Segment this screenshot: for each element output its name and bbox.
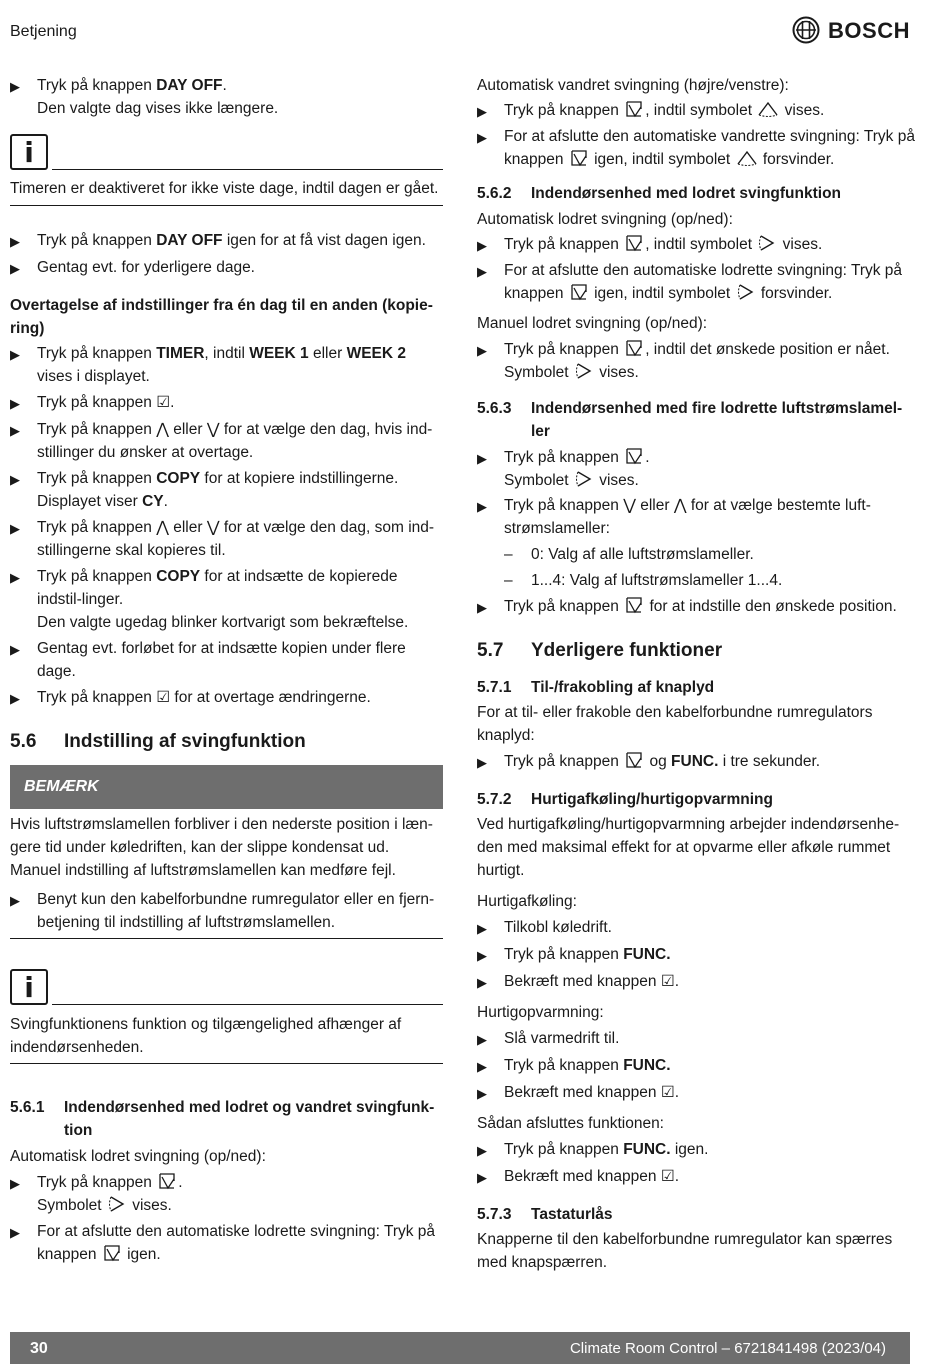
arrow-bullet-icon: ▶ [477, 1143, 487, 1158]
list-item: ▶ Tryk på knappen DAY OFF igen for at få vist dagen igen. [10, 229, 443, 253]
arrow-bullet-icon: ▶ [477, 1059, 487, 1074]
vertical-swing-symbol-icon [736, 282, 756, 302]
info-text: Svingfunktionens funktion og tilgængelighed afhænger af indendørsenheden. [10, 1016, 402, 1056]
section-heading-5-6-1: 5.6.1 Indendørsenhed med lodret og vandret svingfunk-tion [10, 1099, 435, 1139]
list-item: ▶ Tryk på knappen . Symbolet vises. [477, 446, 917, 492]
section-heading-5-7-1: 5.7.1 Til-/frakobling af knaplyd [477, 679, 715, 696]
checkbox-icon: ☑ [660, 973, 675, 990]
right-column [477, 74, 917, 1274]
paragraph: Ved hurtigafkøling/hurtigopvarmning arbejder indendørsenhe-den med maksimal effekt for at opvarme eller afkøle rummet hurtigt. [477, 816, 900, 879]
arrow-bullet-icon: ▶ [477, 975, 487, 990]
arrow-bullet-icon: ▶ [10, 521, 20, 536]
section-heading-5-7-2: 5.7.2 Hurtigafkøling/hurtigopvarmning [477, 791, 773, 808]
horizontal-swing-symbol-icon [757, 99, 779, 119]
up-chevron-icon: ⋀ [156, 519, 169, 536]
list-item: ▶ For at afslutte den automatiske vandrette svingning: Tryk på knappen igen, indtil symbolet forsvinder. [477, 125, 917, 171]
vertical-swing-symbol-icon [107, 1194, 127, 1214]
up-chevron-icon: ⋀ [673, 497, 687, 514]
arrow-bullet-icon: ▶ [477, 1086, 487, 1101]
arrow-bullet-icon: ▶ [477, 238, 487, 253]
list-item: ▶ Tryk på knappen FUNC. [477, 943, 917, 967]
arrow-bullet-icon: ▶ [10, 1176, 20, 1191]
vertical-swing-symbol-icon [574, 361, 594, 381]
info-box [10, 134, 443, 206]
list-item: ▶ Tryk på knappen FUNC. igen. [477, 1138, 917, 1162]
paragraph: Sådan afsluttes funktionen: [477, 1115, 664, 1132]
brand-name: BOSCH [828, 17, 910, 43]
arrow-bullet-icon: ▶ [10, 234, 20, 249]
paragraph: Hurtigafkøling: [477, 893, 577, 910]
list-item: ▶ Bekræft med knappen ☑. [477, 1165, 917, 1189]
arrow-bullet-icon: ▶ [477, 755, 487, 770]
list-item: ▶ Bekræft med knappen ☑. [477, 970, 917, 994]
swing-button-icon [624, 595, 644, 615]
footer-title: Climate Room Control – 6721841498 (2023/04) [569, 1339, 886, 1357]
arrow-bullet-icon: ▶ [10, 396, 20, 411]
swing-button-icon [624, 338, 644, 358]
info-text: Timeren er deaktiveret for ikke viste dage, indtil dagen er gået. [10, 180, 439, 197]
swing-button-icon [624, 99, 644, 119]
swing-button-icon [569, 282, 589, 302]
arrow-bullet-icon: ▶ [477, 1170, 487, 1185]
paragraph: Automatisk lodret svingning (op/ned): [10, 1148, 266, 1165]
arrow-bullet-icon: ▶ [477, 600, 487, 615]
vertical-swing-symbol-icon [757, 233, 777, 253]
arrow-bullet-icon: ▶ [10, 423, 20, 438]
list-item: ▶ Bekræft med knappen ☑. [477, 1081, 917, 1105]
left-column [10, 74, 443, 1266]
section-heading-5-6: 5.6 Indstilling af svingfunktion [10, 731, 306, 752]
arrow-bullet-icon: ▶ [10, 347, 20, 362]
arrow-bullet-icon: ▶ [477, 264, 487, 279]
list-item: ▶ Tryk på knappen , indtil symbolet vises. [477, 233, 917, 257]
list-item: ▶ Tryk på knappen , indtil symbolet vises. [477, 99, 917, 123]
list-item: ▶ Benyt kun den kabelforbundne rumregulator eller en fjern-betjening til indstilling af luftstrømslamellen. [10, 888, 443, 934]
swing-button-icon [102, 1243, 122, 1263]
section-heading-5-7-3: 5.7.3 Tastaturlås [477, 1206, 613, 1223]
down-chevron-icon: ⋁ [206, 421, 220, 438]
copy-heading: Overtagelse af indstillinger fra én dag til en anden (kopie-ring) [10, 297, 433, 337]
down-chevron-icon: ⋁ [623, 497, 636, 514]
paragraph: For at til- eller frakoble den kabelforbundne rumregulators knaplyd: [477, 704, 873, 744]
info-icon: i [10, 969, 48, 1005]
list-item: ▶ Slå varmedrift til. [477, 1027, 917, 1051]
arrow-bullet-icon: ▶ [10, 261, 20, 276]
section-heading-5-7: 5.7 Yderligere funktioner [477, 640, 723, 661]
paragraph: Hurtigopvarmning: [477, 1004, 604, 1021]
arrow-bullet-icon: ▶ [10, 79, 20, 94]
page-number: 30 [30, 1339, 48, 1357]
list-item: ▶ Tilkobl køledrift. [477, 916, 917, 940]
paragraph: Manuel lodret svingning (op/ned): [477, 315, 708, 332]
list-item: ▶ Tryk på knappen COPY for at indsætte de kopierede indstil-linger. Den valgte ugedag blinker kortvarigt som bekræftelse. [10, 565, 443, 634]
horizontal-swing-symbol-icon [736, 148, 758, 168]
arrow-bullet-icon: ▶ [10, 1225, 20, 1240]
note-label: BEMÆRK [10, 765, 443, 809]
checkbox-icon: ☑ [156, 689, 171, 706]
arrow-bullet-icon: ▶ [10, 570, 20, 585]
list-item: ▶ For at afslutte den automatiske lodrette svingning: Tryk på knappen igen, indtil symbolet forsvinder. [477, 259, 917, 305]
list-item: ▶ Tryk på knappen for at indstille den ønskede position. [477, 595, 917, 619]
checkbox-icon: ☑ [660, 1084, 675, 1101]
swing-button-icon [624, 750, 644, 770]
down-chevron-icon: ⋁ [206, 519, 220, 536]
list-item: ▶ Tryk på knappen TIMER, indtil WEEK 1 eller WEEK 2 vises i displayet. [10, 342, 443, 388]
list-item: ▶ Tryk på knappen DAY OFF. Den valgte dag vises ikke længere. [10, 74, 443, 120]
checkbox-icon: ☑ [660, 1168, 675, 1185]
list-item: ▶ Tryk på knappen ☑. [10, 391, 443, 415]
swing-button-icon [624, 446, 644, 466]
list-item: ▶ Tryk på knappen ⋁ eller ⋀ for at vælge bestemte luft-strømslameller: [477, 494, 917, 540]
checkbox-icon: ☑ [156, 394, 171, 411]
info-box [10, 969, 443, 1064]
arrow-bullet-icon: ▶ [10, 691, 20, 706]
swing-button-icon [624, 233, 644, 253]
up-chevron-icon: ⋀ [156, 421, 169, 438]
paragraph: Knapperne til den kabelforbundne rumregulator kan spærres med knapspærren. [477, 1231, 893, 1271]
arrow-bullet-icon: ▶ [477, 343, 487, 358]
arrow-bullet-icon: ▶ [477, 921, 487, 936]
arrow-bullet-icon: ▶ [477, 451, 487, 466]
section-heading-5-6-3: 5.6.3 Indendørsenhed med fire lodrette luftstrømslamel-ler [477, 400, 903, 440]
info-icon: i [10, 134, 48, 170]
arrow-bullet-icon: ▶ [477, 130, 487, 145]
arrow-bullet-icon: ▶ [10, 472, 20, 487]
list-item: ▶ Tryk på knappen , indtil det ønskede position er nået. Symbolet vises. [477, 338, 917, 384]
arrow-bullet-icon: ▶ [477, 104, 487, 119]
section-heading-5-6-2: 5.6.2 Indendørsenhed med lodret svingfunktion [477, 185, 842, 202]
list-item: ▶ Gentag evt. for yderligere dage. [10, 256, 443, 280]
list-item: – 1...4: Valg af luftstrømslameller 1...4. [504, 572, 783, 589]
paragraph: Automatisk lodret svingning (op/ned): [477, 211, 733, 228]
page-footer [10, 1332, 910, 1364]
arrow-bullet-icon: ▶ [10, 893, 20, 908]
swing-button-icon [569, 148, 589, 168]
list-item: ▶ Tryk på knappen COPY for at kopiere indstillingerne. Displayet viser CY. [10, 467, 443, 513]
paragraph: Automatisk vandret svingning (højre/venstre): [477, 77, 789, 94]
list-item: ▶ Tryk på knappen ⋀ eller ⋁ for at vælge den dag, hvis ind-stillinger du ønsker at overtage. [10, 418, 443, 464]
list-item: ▶ For at afslutte den automatiske lodrette svingning: Tryk på knappen igen. [10, 1220, 443, 1266]
running-header: Betjening [10, 23, 77, 40]
arrow-bullet-icon: ▶ [477, 948, 487, 963]
bosch-logo [792, 16, 910, 44]
list-item: ▶ Tryk på knappen FUNC. [477, 1054, 917, 1078]
swing-button-icon [157, 1171, 177, 1191]
list-item: – 0: Valg af alle luftstrømslameller. [504, 546, 754, 563]
arrow-bullet-icon: ▶ [477, 1032, 487, 1047]
list-item: ▶ Tryk på knappen ⋀ eller ⋁ for at vælge den dag, som ind-stillingerne skal kopieres til. [10, 516, 443, 562]
bosch-armature-icon [792, 16, 820, 44]
vertical-swing-symbol-icon [574, 469, 594, 489]
note-text: Hvis luftstrømslamellen forbliver i den nederste position i læn-gere tid under køledriften, kan der slippe kondensat ud. Manuel indstilling af luftstrømslamellen kan medføre fejl. [10, 816, 433, 879]
list-item: ▶ Tryk på knappen og FUNC. i tre sekunder. [477, 750, 917, 774]
arrow-bullet-icon: ▶ [477, 499, 487, 514]
arrow-bullet-icon: ▶ [10, 642, 20, 657]
list-item: ▶ Tryk på knappen . Symbolet vises. [10, 1171, 443, 1217]
list-item: ▶ Tryk på knappen ☑ for at overtage ændringerne. [10, 686, 443, 710]
list-item: ▶ Gentag evt. forløbet for at indsætte kopien under flere dage. [10, 637, 443, 683]
